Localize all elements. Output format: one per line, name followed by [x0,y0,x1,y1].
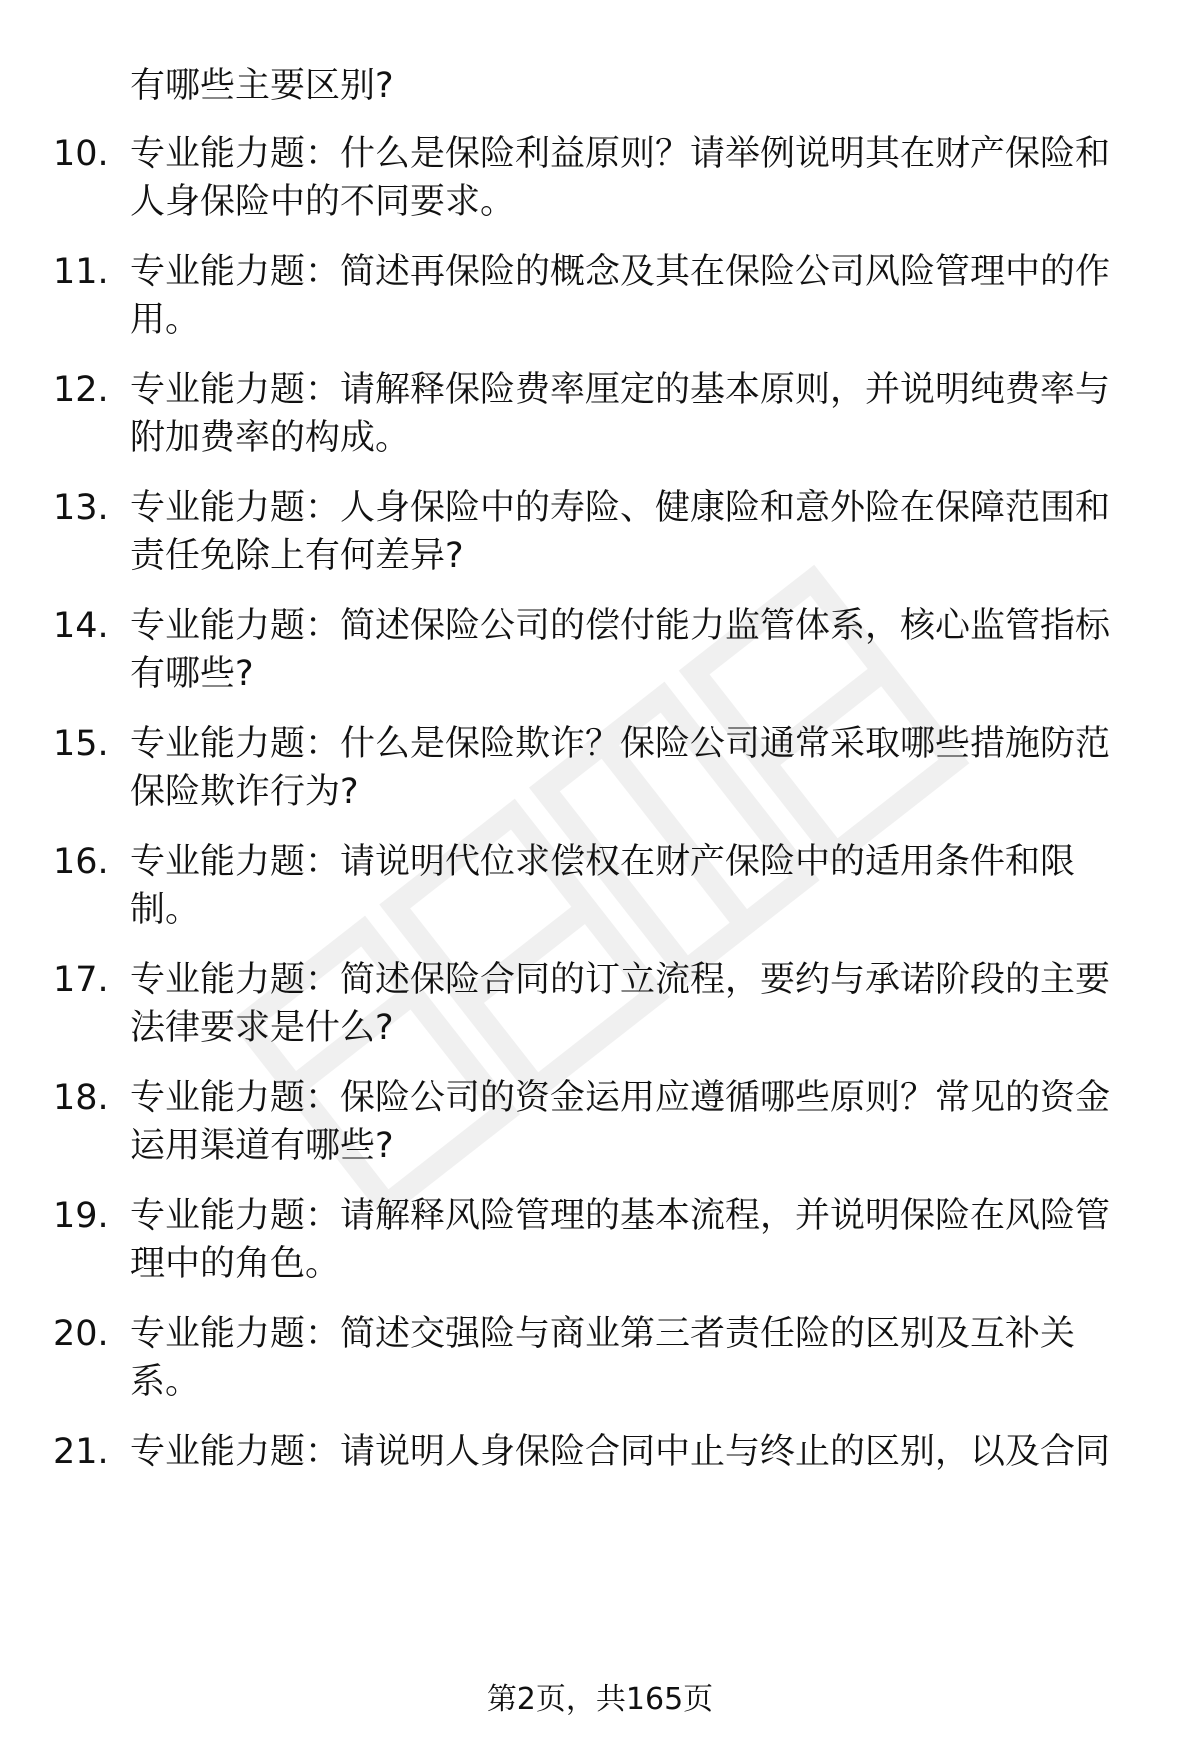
question-line: 专业能力题：请说明人身保险合同中止与终止的区别，以及合同 [130,1432,1111,1472]
question-number: 10. [53,134,109,174]
question-text [130,838,1140,934]
question-line: 专业能力题：保险公司的资金运用应遵循哪些原则？常见的资金 [130,1078,1111,1118]
question-line: 专业能力题：什么是保险欺诈？保险公司通常采取哪些措施防范 [130,724,1111,764]
question-line: 用。 [130,300,201,340]
question-number: 15. [53,724,109,764]
question-line: 理中的角色。 [130,1244,341,1284]
question-line: 专业能力题：什么是保险利益原则？请举例说明其在财产保险和 [130,134,1111,174]
question-number: 18. [53,1078,109,1118]
question-line: 保险欺诈行为? [130,772,359,812]
question-line: 专业能力题：简述保险合同的订立流程，要约与承诺阶段的主要 [130,960,1111,1000]
question-line: 专业能力题：简述交强险与商业第三者责任险的区别及互补关 [130,1314,1076,1354]
question-line: 制。 [130,890,201,930]
question-number: 21. [53,1432,109,1472]
question-number: 11. [53,252,109,292]
question-line: 专业能力题：简述保险公司的偿付能力监管体系，核心监管指标 [130,606,1111,646]
question-text [130,1428,1140,1476]
question-text [130,720,1140,816]
continuation-text: 有哪些主要区别? [130,66,394,106]
question-text [130,484,1140,580]
question-line: 责任免除上有何差异? [130,536,464,576]
question-text [130,602,1140,698]
question-text [130,1310,1140,1406]
question-text [130,1074,1140,1170]
question-line: 专业能力题：请解释风险管理的基本流程，并说明保险在风险管 [130,1196,1111,1236]
question-number: 17. [53,960,109,1000]
question-line: 系。 [130,1362,201,1402]
question-number: 13. [53,488,109,528]
question-number: 16. [53,842,109,882]
question-line: 人身保险中的不同要求。 [130,182,516,222]
question-number: 20. [53,1314,109,1354]
question-line: 运用渠道有哪些? [130,1126,394,1166]
question-text [130,248,1140,344]
question-line: 附加费率的构成。 [130,418,411,458]
question-line: 专业能力题：请解释保险费率厘定的基本原则，并说明纯费率与 [130,370,1111,410]
question-line: 专业能力题：简述再保险的概念及其在保险公司风险管理中的作 [130,252,1111,292]
question-number: 14. [53,606,109,646]
question-number: 19. [53,1196,109,1236]
question-text [130,956,1140,1052]
question-text [130,1192,1140,1288]
question-line: 专业能力题：请说明代位求偿权在财产保险中的适用条件和限 [130,842,1076,882]
question-line: 有哪些? [130,654,254,694]
question-line: 法律要求是什么? [130,1008,394,1048]
question-text [130,366,1140,462]
page-footer: 第2页，共165页 [486,1682,714,1717]
question-line: 专业能力题：人身保险中的寿险、健康险和意外险在保障范围和 [130,488,1111,528]
question-number: 12. [53,370,109,410]
question-text [130,130,1140,226]
